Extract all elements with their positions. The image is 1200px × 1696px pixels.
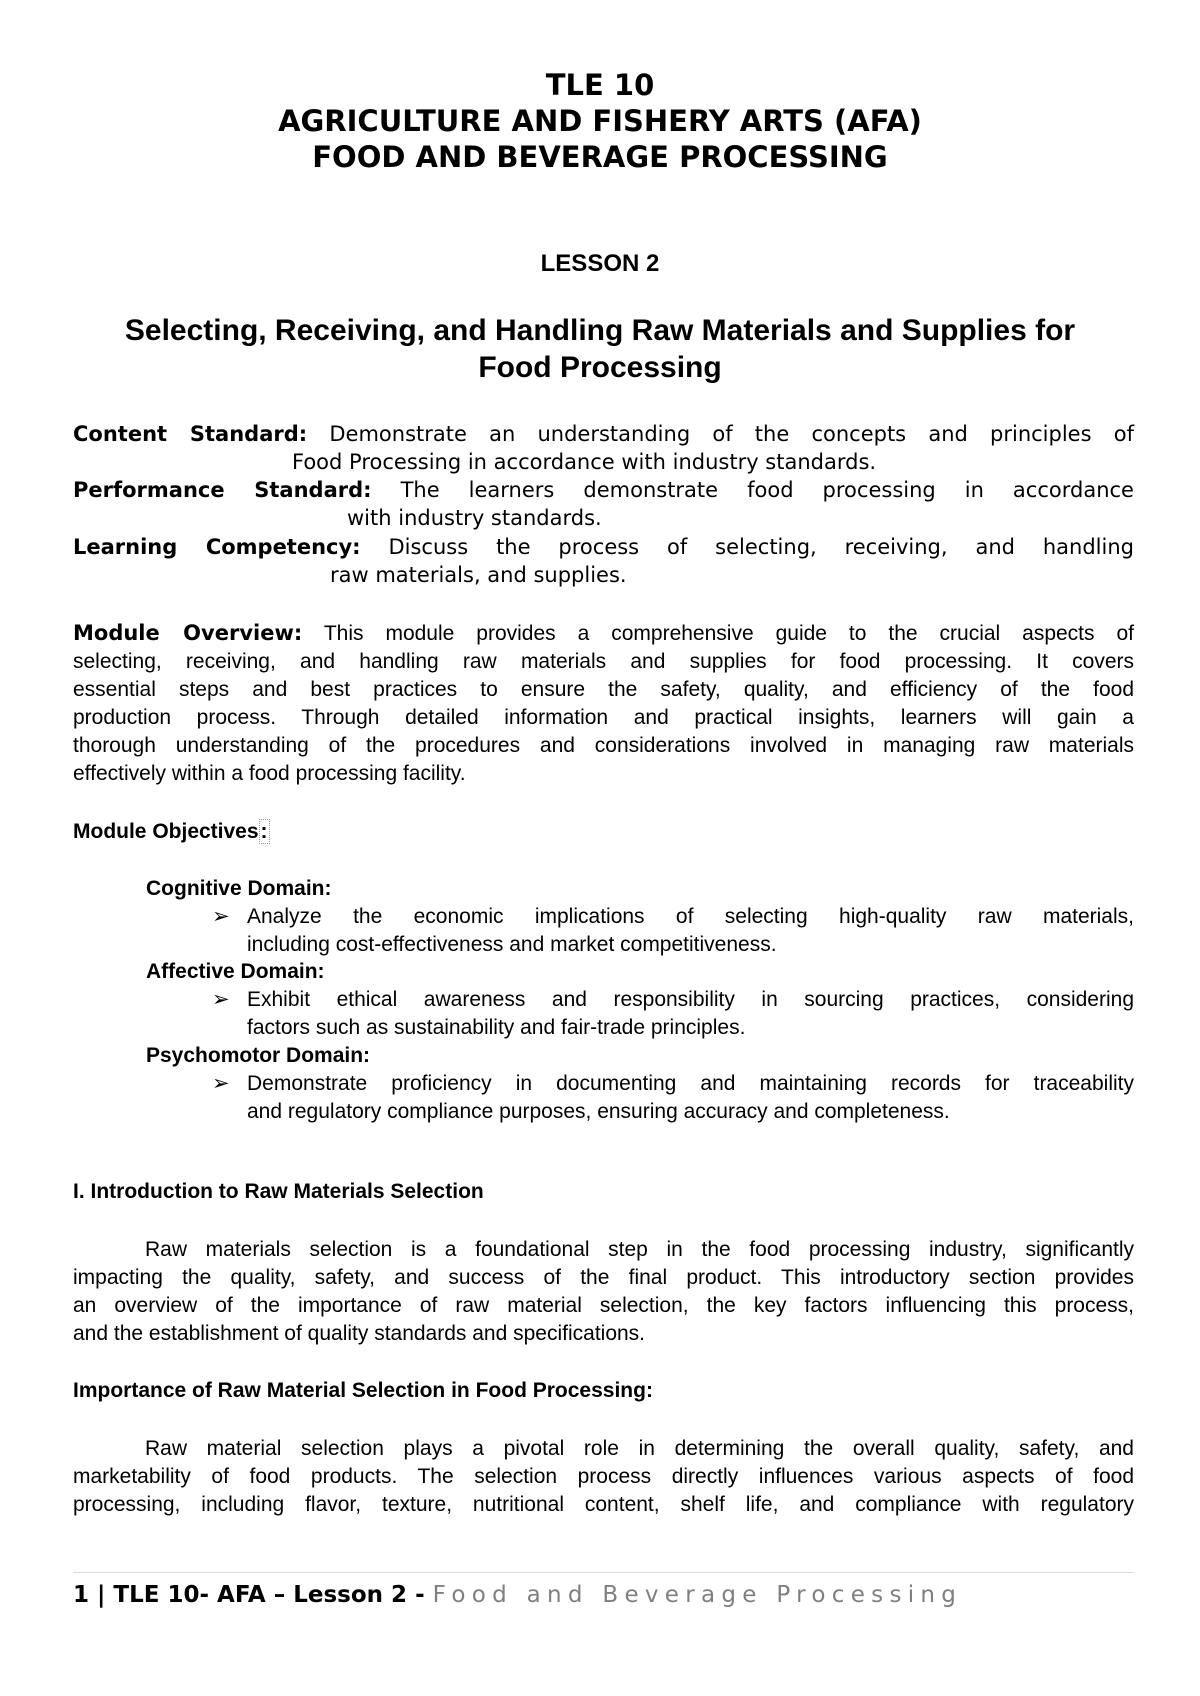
- lesson-title: [60, 312, 1140, 386]
- importance-line: marketability of food products. The selection process directly influences various aspects of food: [73, 1465, 1134, 1488]
- module-overview-label: Module Overview:: [73, 621, 303, 645]
- course-code: TLE 10: [545, 68, 655, 102]
- module-overview-line: This module provides a comprehensive guide to the crucial aspects of: [323, 622, 1134, 645]
- importance-heading: Importance of Raw Material Selection in Food Processing:: [73, 1379, 653, 1402]
- course-specialization: FOOD AND BEVERAGE PROCESSING: [312, 140, 888, 174]
- footer-subtitle: Food and Beverage Processing: [432, 1582, 963, 1608]
- affective-objective-line: Exhibit ethical awareness and responsibility in sourcing practices, considering: [247, 988, 1134, 1011]
- learning-competency-text-2: raw materials, and supplies.: [330, 563, 627, 587]
- section-1-paragraph: [73, 1236, 1134, 1348]
- performance-standard: [73, 476, 1134, 532]
- module-objectives-heading: [73, 818, 270, 846]
- page-footer: [73, 1580, 962, 1610]
- arrow-bullet-icon: ➢: [212, 1072, 230, 1095]
- content-standard-text-2: Food Processing in accordance with industry standards.: [292, 450, 877, 474]
- section-1-heading: I. Introduction to Raw Materials Selection: [73, 1180, 484, 1203]
- affective-objective-line: factors such as sustainability and fair-trade principles.: [247, 1016, 746, 1039]
- cognitive-objective-line: Analyze the economic implications of selecting high-quality raw materials,: [247, 905, 1134, 928]
- importance-line: processing, including flavor, texture, nutritional content, shelf life, and compliance with regulatory: [73, 1493, 1134, 1516]
- lesson-label: LESSON 2: [540, 250, 660, 277]
- section-1-line: impacting the quality, safety, and success of the final product. This introductory section provides: [73, 1266, 1134, 1289]
- importance-line: Raw material selection plays a pivotal role in determining the overall quality, safety, and: [145, 1437, 1134, 1460]
- cognitive-domain-heading: Cognitive Domain:: [146, 877, 332, 900]
- module-overview: [73, 619, 1134, 788]
- footer-course-label: | TLE 10- AFA – Lesson 2 -: [89, 1582, 433, 1608]
- section-1-line: Raw materials selection is a foundational step in the food processing industry, significantly: [145, 1238, 1134, 1261]
- cognitive-objective-line: including cost-effectiveness and market competitiveness.: [247, 933, 777, 956]
- content-standard: [73, 420, 1134, 476]
- lesson-title-line1: Selecting, Receiving, and Handling Raw Materials and Supplies for: [124, 314, 1076, 347]
- content-standard-text: Demonstrate an understanding of the concepts and principles of: [329, 422, 1134, 446]
- content-standard-label: Content Standard:: [73, 422, 308, 446]
- footer-divider: [73, 1572, 1134, 1573]
- section-1-line: an overview of the importance of raw material selection, the key factors influencing this process,: [73, 1294, 1134, 1317]
- learning-competency-label: Learning Competency:: [73, 535, 361, 559]
- psychomotor-domain-heading: Psychomotor Domain:: [146, 1044, 371, 1067]
- module-overview-line: thorough understanding of the procedures and considerations involved in managing raw materials: [73, 734, 1134, 757]
- learning-competency-text: Discuss the process of selecting, receiving, and handling: [388, 535, 1134, 559]
- psychomotor-objective-line: Demonstrate proficiency in documenting and maintaining records for traceability: [247, 1072, 1134, 1095]
- performance-standard-text-2: with industry standards.: [347, 506, 602, 530]
- psychomotor-objective-line: and regulatory compliance purposes, ensuring accuracy and completeness.: [247, 1100, 950, 1123]
- performance-standard-text: The learners demonstrate food processing in accordance: [400, 478, 1134, 502]
- page-number: 1: [73, 1582, 90, 1608]
- performance-standard-label: Performance Standard:: [73, 478, 372, 502]
- lesson-title-line2: Food Processing: [478, 351, 722, 384]
- module-overview-line: production process. Through detailed information and practical insights, learners will gain a: [73, 706, 1134, 729]
- module-overview-line: essential steps and best practices to ensure the safety, quality, and efficiency of the food: [73, 678, 1134, 701]
- learning-competency: [73, 533, 1134, 589]
- section-1-line: and the establishment of quality standards and specifications.: [73, 1322, 646, 1345]
- module-overview-line: effectively within a food processing facility.: [73, 762, 466, 785]
- module-objectives-heading-text: Module Objectives: [73, 820, 259, 843]
- arrow-bullet-icon: ➢: [212, 988, 230, 1011]
- module-objectives-colon: :: [260, 820, 268, 843]
- arrow-bullet-icon: ➢: [212, 905, 230, 928]
- module-overview-line: selecting, receiving, and handling raw materials and supplies for food processing. It covers: [73, 650, 1134, 673]
- affective-domain-heading: Affective Domain:: [146, 960, 325, 983]
- importance-paragraph: [73, 1435, 1134, 1519]
- course-area: AGRICULTURE AND FISHERY ARTS (AFA): [278, 104, 922, 138]
